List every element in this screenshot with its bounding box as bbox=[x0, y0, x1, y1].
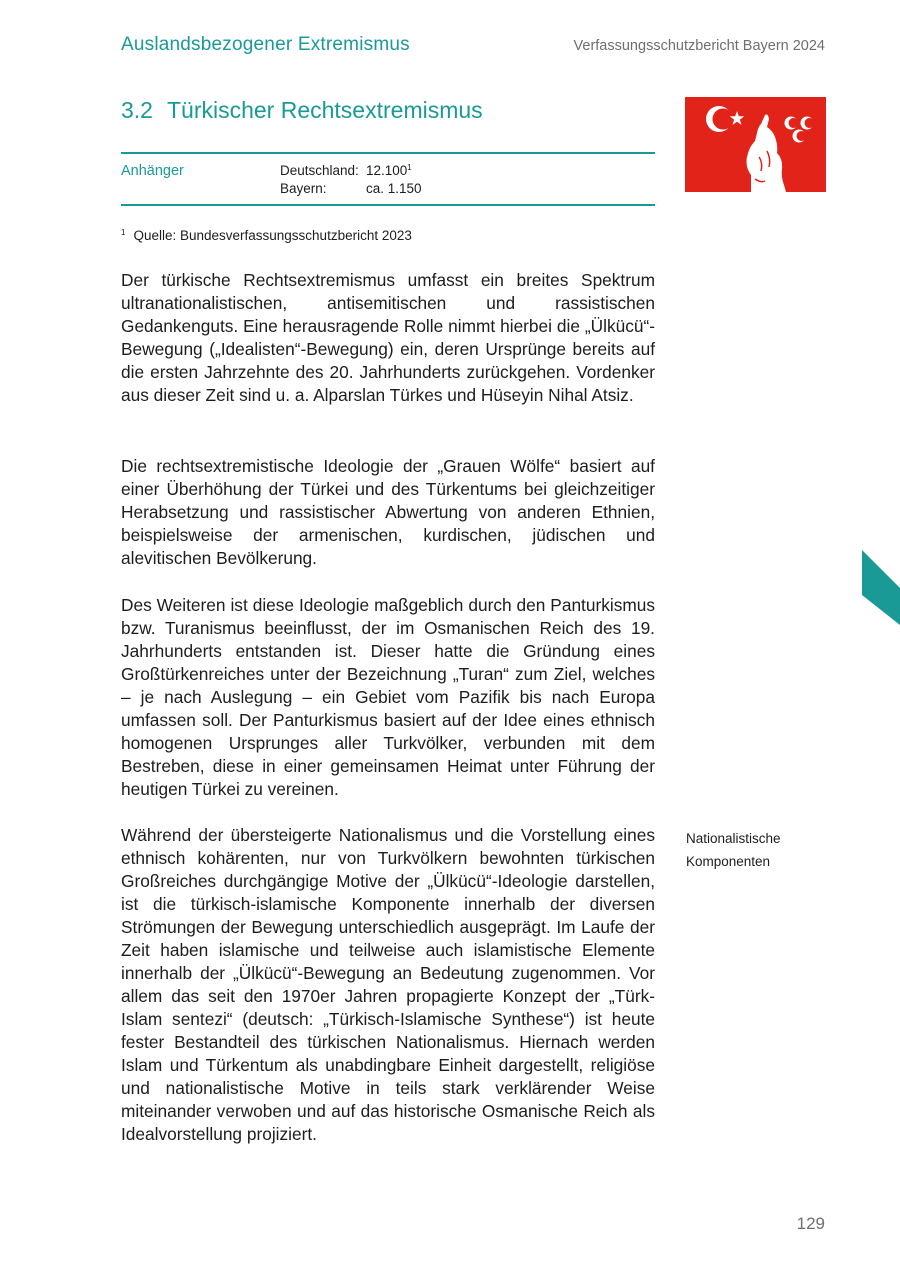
body-paragraph: Des Weiteren ist diese Ideologie maßgeblich durch den Panturkismus bzw. Turanismus beeinflusst, der im Osmanischen Reich des 19. Jahrhunderts entstanden ist. Dieser hatte die Gründung eines Großtürkenreiches unter der Bezeichnung „Turan“ zum Ziel, welches – je nach Auslegung – ein Gebiet vom Pazifik bis nach Europa umfassen soll. Der Panturkismus basiert auf der Idee eines ethnisch homogenen Ursprunges aller Turkvölker, verbunden mit dem Bestreben, diese in einer gemeinsamen Heimat unter Führung der heutigen Türkei zu vereinen. bbox=[121, 595, 655, 799]
stat-value: ca. 1.150 bbox=[366, 181, 422, 196]
page-number: 129 bbox=[796, 1214, 825, 1233]
followers-label: Anhänger bbox=[121, 163, 184, 179]
body-paragraph: Die rechtsextremistische Ideologie der „Grauen Wölfe“ basiert auf einer Überhöhung der Türkei und des Türkentums bei gleichzeitiger Herabsetzung und rassistischer Abwertung von anderen Ethnien, beispielsweise der armenischen, kurdischen, jüdischen und alevitischen Bevölkerung. bbox=[121, 456, 655, 568]
footnote bbox=[121, 228, 412, 243]
stat-row-germany bbox=[280, 163, 412, 178]
chapter-tab-marker bbox=[862, 550, 900, 625]
body-paragraph: Der türkische Rechtsextremismus umfasst ein breites Spektrum ultranationalistischen, antisemitischen und rassistischen Gedankenguts. Eine herausragende Rolle nimmt hierbei die „Ülkücü“-Bewegung („Idealisten“-Bewegung) ein, deren Ursprünge bereits auf die ersten Jahrzehnte des 20. Jahrhunderts zurückgehen. Vordenker aus dieser Zeit sind u. a. Alparslan Türkes und Hüseyin Nihal Atsiz. bbox=[121, 270, 655, 405]
grey-wolves-flag-icon bbox=[685, 97, 826, 192]
stat-key: Deutschland: bbox=[280, 163, 359, 178]
margin-note bbox=[686, 827, 826, 873]
running-header-report: Verfassungsschutzbericht Bayern 2024 bbox=[573, 38, 825, 54]
margin-note-line: Komponenten bbox=[686, 854, 771, 869]
section-title bbox=[121, 97, 483, 124]
section-title-text: Türkischer Rechtsextremismus bbox=[166, 97, 483, 123]
stat-value: 12.100$^1$ bbox=[366, 163, 412, 178]
body-paragraph: Während der übersteigerte Nationalismus und die Vorstellung eines ethnisch kohärenten, nur von Turkvölkern bewohnten türkischen Großreiches durchgängige Motive der „Ülkücü“-Ideologie darstellen, ist die türkisch-islamische Komponente innerhalb der diversen Strömungen der Bewegung unterschiedlich ausgeprägt. Im Laufe der Zeit haben islamische und teilweise auch islamistische Elemente innerhalb der „Ülkücü“-Bewegung an Bedeutung zugenommen. Vor allem das seit den 1970er Jahren propagierte Konzept der „Türk-Islam sentezi“ (deutsch: „Türkisch-Islamische Synthese“) ist heute fester Bestandteil des türkischen Nationalismus. Hiernach werden Islam und Türkentum als unabdingbare Einheit dargestellt, religiöse und nationalistische Motive in teils stark verklärender Weise miteinander verwoben und auf das historische Osmanische Reich als Idealvorstellung projiziert. bbox=[121, 825, 655, 1144]
margin-note-line: Nationalistische bbox=[686, 831, 781, 846]
followers-statistics-box bbox=[121, 152, 655, 206]
stat-row-bavaria bbox=[280, 181, 422, 196]
stat-key: Bayern: bbox=[280, 181, 327, 196]
running-header-section: Auslandsbezogener Extremismus bbox=[121, 34, 410, 55]
footnote-marker: 1 bbox=[407, 163, 412, 172]
footnote-text: Quelle: Bundesverfassungsschutzbericht 2023 bbox=[133, 228, 412, 243]
section-number: 3.2 bbox=[121, 97, 153, 123]
footnote-number: 1 bbox=[121, 228, 126, 237]
